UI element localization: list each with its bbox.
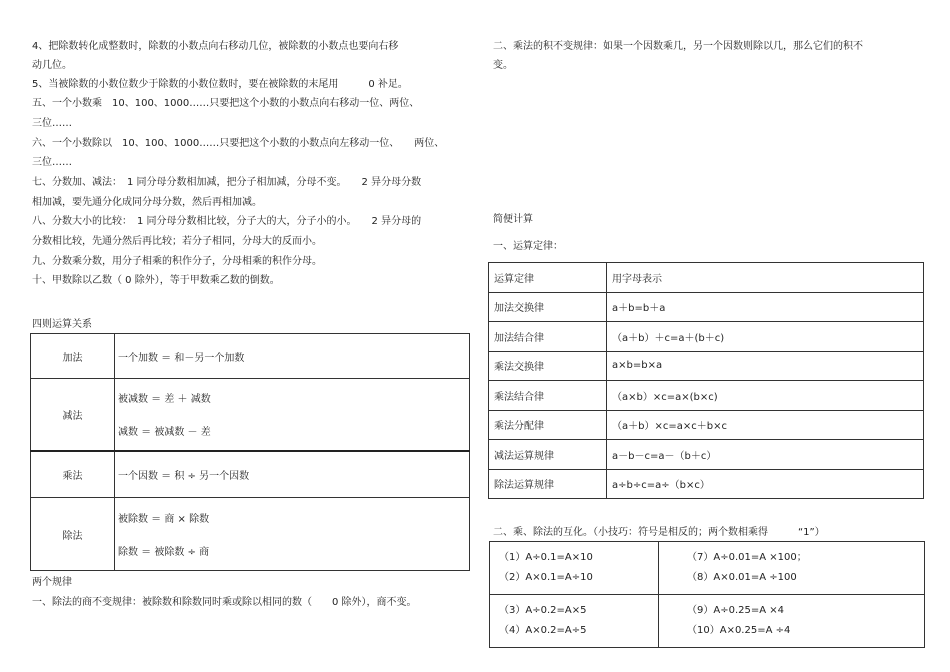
table-row (489, 440, 924, 470)
table-row (489, 292, 924, 322)
formula-text: 被除数 ＝ 商 × 除数 (118, 514, 210, 525)
table-cell (659, 595, 925, 648)
tips-title: 二、乘、除法的互化。（小技巧：符号是相反的；两个数相乘得 “1”） (493, 527, 825, 538)
table-cell (115, 334, 470, 379)
law-formula: （a＋b）＋c=a＋(b＋c) (607, 322, 924, 352)
formula-text: （8）A×0.01=A ÷100 (687, 572, 797, 583)
table-row (489, 351, 924, 381)
rule-line: 5、当被除数的小数位数少于除数的小数位数时，要在被除数的末尾用 0 补足。 (32, 79, 408, 90)
mul-div-conversion-table (489, 541, 925, 648)
operation-laws-table (488, 262, 924, 499)
formula-text: 一个加数 ＝ 和－另一个加数 (118, 352, 245, 364)
formula-text: （4）A×0.2=A÷5 (499, 625, 587, 636)
table-cell: 减法 (31, 379, 115, 451)
formula-text: 减数 ＝ 被减数 － 差 (118, 427, 211, 439)
table-header-row (489, 263, 924, 293)
law-formula: （a×b）×c=a×(b×c) (607, 381, 924, 411)
law-formula: a×b=b×a (607, 351, 924, 381)
rule-line: 三位…… (32, 157, 72, 168)
formula-text: （10）A×0.25=A ÷4 (687, 625, 791, 636)
table-row (490, 595, 925, 648)
law-formula: a÷b÷c=a÷（b×c） (607, 469, 924, 499)
table-cell (115, 498, 470, 571)
ops-title: 四则运算关系 (32, 319, 92, 330)
formula-text: （2）A×0.1=A÷10 (499, 572, 593, 583)
law-name: 加法结合律 (489, 322, 607, 352)
formula-text: （3）A÷0.2=A×5 (499, 605, 587, 616)
table-row (489, 410, 924, 440)
product-rule-line: 二、乘法的积不变规律：如果一个因数乘几，另一个因数则除以几，那么它们的积不 (493, 41, 863, 52)
law-formula: （a＋b）×c=a×c＋b×c (607, 410, 924, 440)
law-formula: a＋b=b＋a (607, 292, 924, 322)
law-name: 乘法分配律 (489, 410, 607, 440)
formula-text: （1）A÷0.1=A×10 (499, 552, 593, 563)
law-name: 乘法交换律 (489, 351, 607, 381)
law-name: 乘法结合律 (489, 381, 607, 411)
rule-line: 十、甲数除以乙数（ 0 除外），等于甲数乘乙数的倒数。 (32, 275, 280, 286)
formula-text: 除数 ＝ 被除数 ÷ 商 (118, 547, 210, 558)
law-name: 加法交换律 (489, 292, 607, 322)
laws-title: 一、运算定律： (493, 241, 563, 252)
table-cell: 乘法 (31, 451, 115, 498)
table-row (31, 379, 470, 451)
rule-line: 九、分数乘分数，用分子相乘的积作分子，分母相乘的积作分母。 (32, 256, 322, 267)
rule-line: 4、把除数转化成整数时，除数的小数点向右移动几位，被除数的小数点也要向右移 (32, 41, 399, 52)
rule-line: 五、一个小数乘 10、100、1000……只要把这个小数的小数点向右移动一位、两位、 (32, 98, 420, 109)
rule-line: 七、分数加、减法： 1 同分母分数相加减，把分子相加减，分母不变。 2 异分母分数 (32, 177, 422, 188)
table-cell: 加法 (31, 334, 115, 379)
table-cell (490, 595, 659, 648)
rule-line: 六、一个小数除以 10、100、1000……只要把这个小数的小数点向左移动一位、 两位、 (32, 138, 445, 149)
table-row (31, 451, 470, 498)
quotient-rule: 一、除法的商不变规律：被除数和除数同时乘或除以相同的数（ 0 除外），商不变。 (32, 597, 417, 608)
table-row (490, 542, 925, 595)
law-name: 除法运算规律 (489, 469, 607, 499)
formula-text: 被减数 ＝ 差 ＋ 减数 (118, 394, 211, 406)
table-cell (115, 379, 470, 451)
table-header-cell: 用字母表示 (607, 263, 924, 293)
table-cell (490, 542, 659, 595)
rule-line: 八、分数大小的比较： 1 同分母分数相比较，分子大的大，分子小的小。 2 异分母的 (32, 216, 422, 227)
product-rule-line: 变。 (493, 60, 513, 71)
law-formula: a－b－c=a－（b＋c） (607, 440, 924, 470)
law-name: 减法运算规律 (489, 440, 607, 470)
rule-line: 动几位。 (32, 60, 72, 71)
table-row (31, 498, 470, 571)
simple-calc-title: 简便计算 (493, 214, 533, 225)
table-row (31, 334, 470, 379)
table-cell (659, 542, 925, 595)
formula-text: （7）A÷0.01=A ×100； (687, 552, 807, 563)
table-cell: 除法 (31, 498, 115, 571)
ops-relations-table (30, 333, 470, 571)
table-cell (115, 451, 470, 498)
two-rules-title: 两个规律 (32, 577, 72, 588)
table-row (489, 381, 924, 411)
table-header-cell: 运算定律 (489, 263, 607, 293)
formula-text: （9）A÷0.25=A ×4 (687, 605, 784, 616)
rule-line: 三位…… (32, 118, 72, 129)
rule-line: 分数相比较，先通分然后再比较；若分子相同，分母大的反而小。 (32, 236, 322, 247)
table-row (489, 322, 924, 352)
rule-line: 相加减，要先通分化成同分母分数，然后再相加减。 (32, 197, 262, 208)
table-row (489, 469, 924, 499)
formula-text: 一个因数 ＝ 积 ÷ 另一个因数 (118, 470, 250, 482)
